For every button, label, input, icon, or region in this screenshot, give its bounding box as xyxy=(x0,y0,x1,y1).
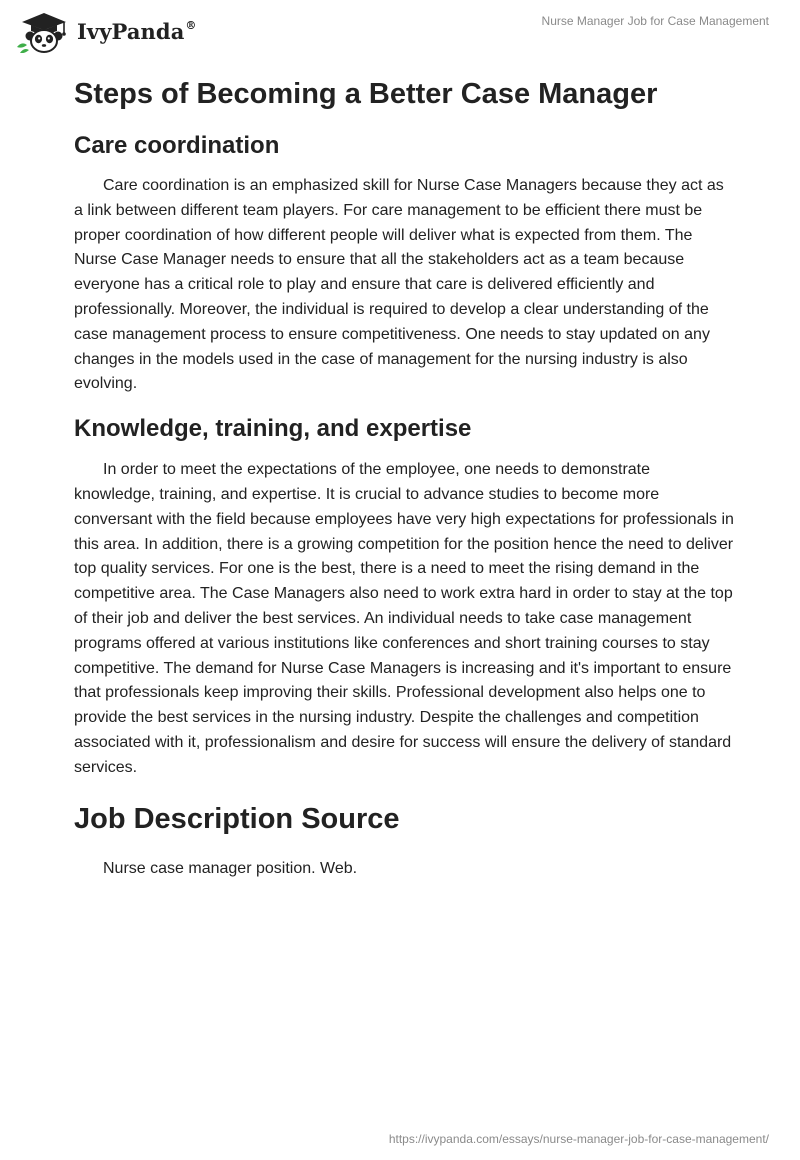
source-entry: Nurse case manager position. Web. xyxy=(103,859,358,877)
brand-name[interactable]: IvyPanda® xyxy=(77,19,197,44)
paragraph-knowledge-training: In order to meet the expectations of the employee, one needs to demonstrate knowledge, training, and expertise. It is crucial to advance studies to become more conversant with the field because employees have very high expectations for professionals in this area. In addition, there is a growing competition for the position hence the need to deliver top quality services. For one is the best, there is a need to meet the rising demand in the competitive area. The Case Managers also need to work extra hard in order to stay at the top of their job and deliver the best services. An individual needs to take case management programs offered at various institutions like conferences and short training courses to stay competitive. The demand for Nurse Case Managers is increasing and it's important to ensure that professionals keep improving their skills. Professional development also helps one to provide the best services in the nursing industry. Despite the challenges and competition associated with it, professionalism and desire for success will ensure the delivery of standard services. xyxy=(74,461,734,776)
article-content xyxy=(74,72,734,881)
section-heading-care-coordination: Care coordination xyxy=(74,132,280,159)
footer-url[interactable]: https://ivypanda.com/essays/nurse-manager-job-for-case-management/ xyxy=(388,1132,769,1146)
ivypanda-logo-icon[interactable] xyxy=(14,9,74,53)
document-title: Nurse Manager Job for Case Management xyxy=(541,14,769,28)
article-title: Steps of Becoming a Better Case Manager xyxy=(74,78,658,110)
page-header xyxy=(0,0,800,60)
source-heading: Job Description Source xyxy=(74,802,400,835)
section-heading-knowledge-training: Knowledge, training, and expertise xyxy=(74,415,472,443)
paragraph-care-coordination: Care coordination is an emphasized skill for Nurse Case Managers because they act as a link between different team players. For care management to be efficient there must be proper coordination of how different people will deliver what is expected from them. The Nurse Case Manager needs to ensure that all the stakeholders act as a team because everyone has a critical role to play and ensure that care is delivered efficiently and professionally. Moreover, the individual is required to develop a clear understanding of the case management process to ensure competitiveness. One needs to stay updated on any changes in the models used in the case of management for the nursing industry is also evolving. xyxy=(74,177,724,393)
